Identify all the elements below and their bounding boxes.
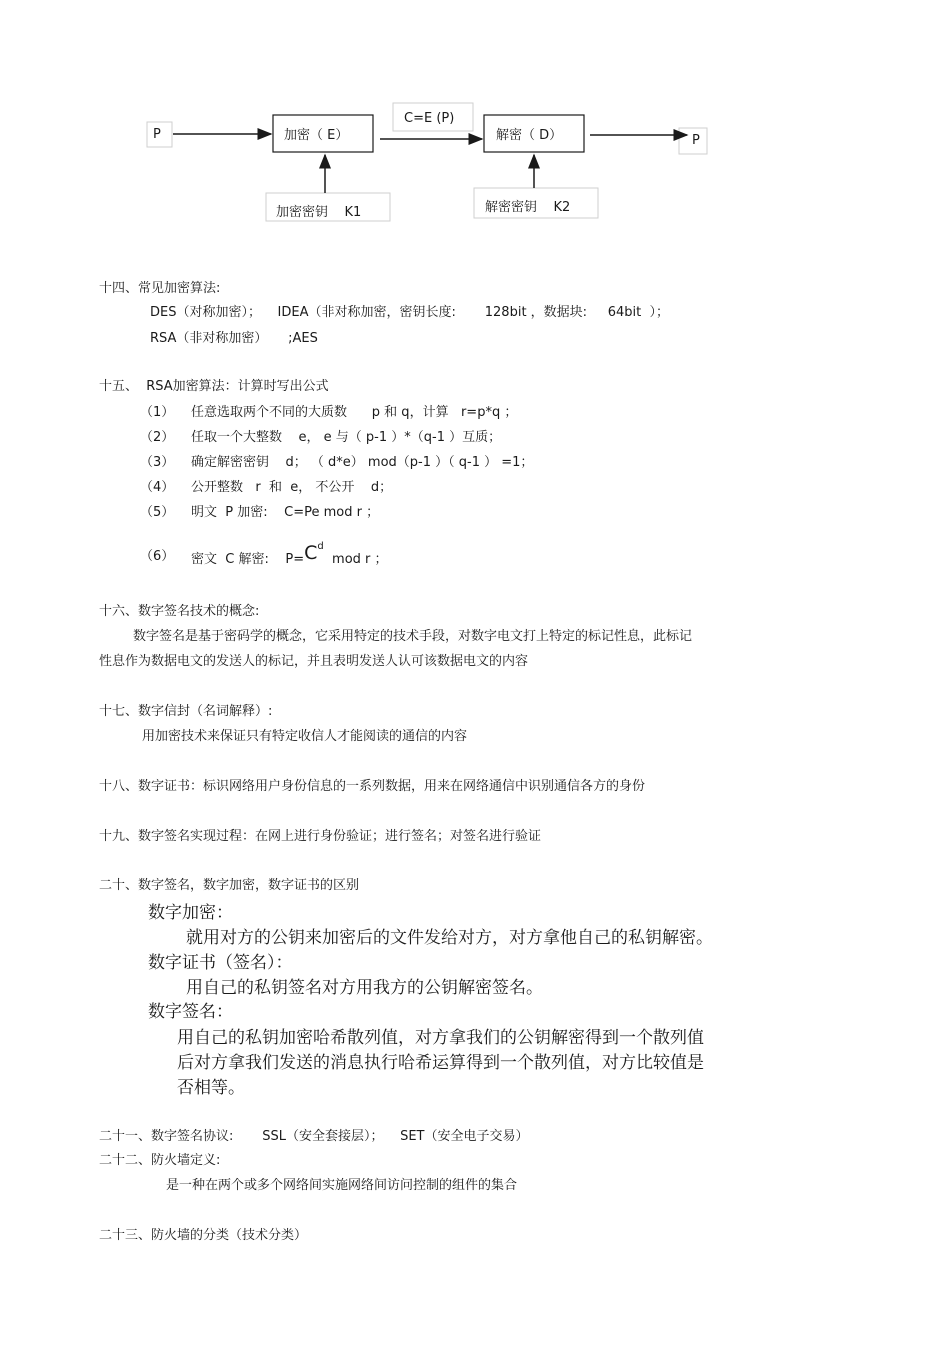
decrypt-label: 解密（ D） [496, 128, 563, 143]
digital-certificate-text: 用自己的私钥签名对方用我方的公钥解密签名。 [186, 978, 543, 998]
section-18-heading: 十八、数字证书：标识网络用户身份信息的一系列数据，用来在网络通信中识别通信各方的身份 [99, 779, 646, 794]
rsa-step-4-num: （4） [140, 480, 175, 495]
rsa-step-6-sup: d [317, 541, 324, 552]
digital-signature-line3: 否相等。 [177, 1078, 245, 1098]
rsa-step-1-text: 任意选取两个不同的大质数 p 和 q，计算 r=p*q ； [191, 405, 518, 420]
encrypt-label: 加密（ E） [284, 128, 349, 143]
rsa-step-2-num: （2） [140, 430, 175, 445]
plaintext-out-label: P [692, 133, 700, 148]
digital-signature-title: 数字签名： [148, 1002, 233, 1022]
section-22-heading: 二十二、防火墙定义: [99, 1153, 221, 1168]
plaintext-in-label: P [153, 127, 161, 142]
key2-label: 解密密钥 K2 [485, 200, 571, 215]
section-15-heading: 十五、 RSA加密算法：计算时写出公式 [99, 379, 329, 394]
section-16-line1: 数字签名是基于密码学的概念，它采用特定的技术手段，对数字电文打上特定的标记性息，此标记 [133, 629, 693, 644]
key1-label: 加密密钥 K1 [276, 205, 362, 220]
section-22-line1: 是一种在两个或多个网络间实施网络间访问控制的组件的集合 [166, 1178, 518, 1193]
digital-signature-line2: 后对方拿我们发送的消息执行哈希运算得到一个散列值，对方比较值是 [177, 1053, 704, 1073]
rsa-step-3-num: （3） [140, 455, 175, 470]
section-17-heading: 十七、数字信封（名词解释）: [99, 704, 273, 719]
rsa-step-6-num: （6） [140, 549, 175, 564]
section-16-heading: 十六、数字签名技术的概念: [99, 604, 260, 619]
section-20-heading: 二十、数字签名，数字加密，数字证书的区别 [99, 878, 360, 893]
rsa-step-2-text: 任取一个大整数 e， e 与（ p-1 ）*（q-1 ）互质； [191, 430, 502, 445]
section-14-line1: DES（对称加密）； IDEA（非对称加密，密钥长度: 128bit ，数据块: 64bit ）； [150, 305, 669, 320]
rsa-step-6-suffix: mod r ； [323, 552, 388, 567]
diagram-lines [0, 0, 950, 240]
rsa-step-6-text [191, 541, 388, 570]
digital-signature-line1: 用自己的私钥加密哈希散列值，对方拿我们的公钥解密得到一个散列值 [177, 1028, 704, 1048]
cipher-label: C=E (P) [404, 111, 455, 126]
section-19-heading: 十九、数字签名实现过程：在网上进行身份验证；进行签名；对签名进行验证 [99, 829, 542, 844]
rsa-step-5-text: 明文 P 加密: C=Pe mod r ； [191, 505, 380, 520]
digital-encryption-title: 数字加密： [148, 903, 233, 923]
section-21-heading: 二十一、数字签名协议: SSL（安全套接层）； SET（安全电子交易） [99, 1129, 529, 1144]
section-16-line2: 性息作为数据电文的发送人的标记，并且表明发送人认可该数据电文的内容 [99, 654, 529, 669]
rsa-step-6-base: C [304, 542, 318, 564]
rsa-step-4-text: 公开整数 r 和 e， 不公开 d； [191, 480, 393, 495]
section-14-line2: RSA（非对称加密） ;AES [150, 331, 318, 346]
section-17-line1: 用加密技术来保证只有特定收信人才能阅读的通信的内容 [142, 729, 468, 744]
digital-encryption-text: 就用对方的公钥来加密后的文件发给对方，对方拿他自己的私钥解密。 [186, 928, 713, 948]
rsa-step-6-prefix: 密文 C 解密: P= [191, 552, 305, 567]
digital-certificate-title: 数字证书（签名）： [148, 953, 293, 973]
section-23-heading: 二十三、防火墙的分类（技术分类） [99, 1228, 308, 1243]
rsa-step-3-text: 确定解密密钥 d； （ d*e） mod（p-1 ）（ q-1 ） =1； [191, 455, 534, 470]
section-14-heading: 十四、常见加密算法: [99, 281, 221, 296]
rsa-step-1-num: （1） [140, 405, 175, 420]
rsa-step-5-num: （5） [140, 505, 175, 520]
